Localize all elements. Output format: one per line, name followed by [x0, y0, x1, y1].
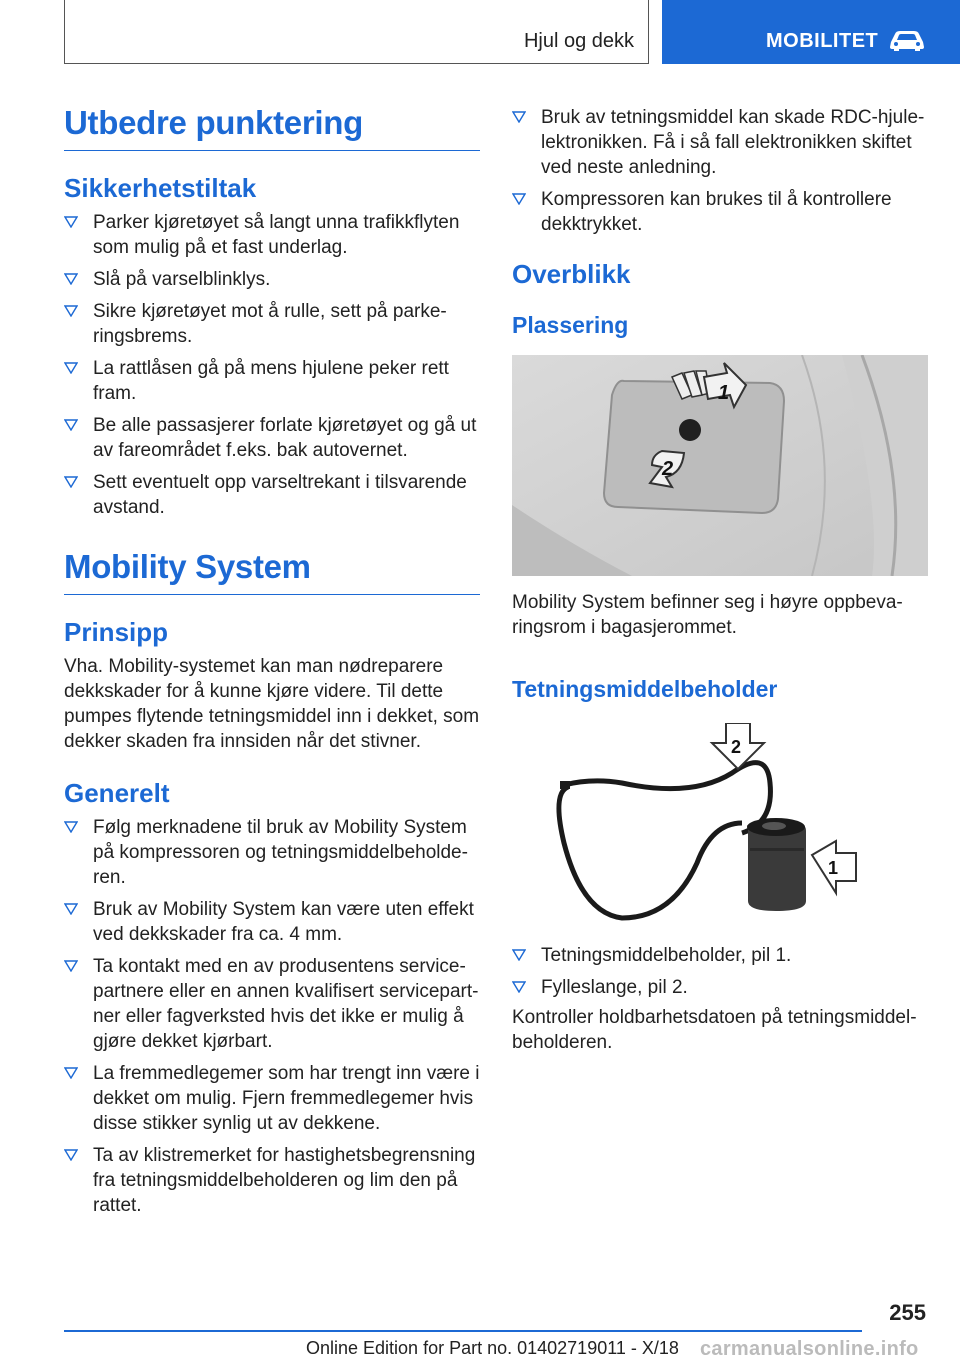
closing-text: Kontroller holdbarhetsdatoen på tetningsmiddelbeholderen.	[512, 1007, 917, 1053]
section-title-repair: Utbedre punktering	[64, 104, 480, 151]
header-section-title: Hjul og dekk	[523, 30, 634, 52]
list-item: Sikre kjøretøyet mot å rulle, sett på parkeringsbrems.	[64, 299, 480, 349]
rdc-list	[512, 105, 928, 237]
triangle-bullet-icon	[64, 821, 78, 833]
list-item: Tetningsmiddelbeholder, pil 1.	[512, 943, 928, 968]
heading-general: Generelt	[64, 778, 170, 808]
triangle-bullet-icon	[512, 981, 526, 993]
heading-location: Plassering	[512, 312, 629, 338]
triangle-bullet-icon	[64, 1067, 78, 1079]
list-item: Kompressoren kan brukes til å kontrollere dekktrykket.	[512, 187, 928, 237]
triangle-bullet-icon	[64, 362, 78, 374]
header-section-box	[64, 0, 649, 64]
fig2-label-1: 1	[828, 858, 839, 878]
left-column	[64, 100, 480, 1225]
heading-principle: Prinsipp	[64, 617, 169, 647]
heading-safety: Sikkerhetstiltak	[64, 173, 257, 203]
list-item: Sett eventuelt opp varseltrekant i tilsvarende avstand.	[64, 470, 480, 520]
triangle-bullet-icon	[64, 903, 78, 915]
location-text: Mobility System befinner seg i høyre oppbevaringsrom i bagasjerommet.	[512, 592, 903, 638]
car-icon	[888, 28, 926, 52]
triangle-bullet-icon	[512, 111, 526, 123]
footer-edition: Online Edition for Part no. 01402719011 - X/18	[306, 1338, 679, 1358]
header-chapter-title: MOBILITET	[766, 30, 879, 52]
triangle-bullet-icon	[512, 949, 526, 961]
list-item: La fremmedlegemer som har trengt inn være i dekket om mulig. Fjern fremmedlegemer hvis disse stikker synlig ut av dekkene.	[64, 1061, 480, 1136]
header-chapter-tab[interactable]	[662, 0, 960, 64]
section-title-mobility: Mobility System	[64, 548, 480, 595]
triangle-bullet-icon	[64, 960, 78, 972]
list-item: Følg merknadene til bruk av Mobility System på kompressoren og tetningsmiddelbeholderen.	[64, 815, 480, 890]
general-list	[64, 815, 480, 1218]
heading-container: Tetningsmiddelbeholder	[512, 676, 778, 702]
principle-text: Vha. Mobility-systemet kan man nødreparere dekkskader for å kunne kjøre videre. Til dette pumpes flytende tetningsmiddel inn i dekket, som dekker skaden fra innsiden når det stivner.	[64, 656, 480, 752]
list-item: Bruk av tetningsmiddel kan skade RDC-hjulelektronikken. Få i så fall elektronikken skiftet ved neste anledning.	[512, 105, 928, 180]
fig1-label-2: 2	[662, 458, 674, 480]
triangle-bullet-icon	[64, 476, 78, 488]
trunk-storage-photo	[512, 355, 928, 576]
safety-list	[64, 210, 480, 520]
list-item: Be alle passasjerer forlate kjøretøyet og gå ut av fareområdet f.eks. bak autovernet.	[64, 413, 480, 463]
triangle-bullet-icon	[512, 193, 526, 205]
fig2-label-2: 2	[731, 737, 742, 757]
list-item: Ta av klistremerket for hastighetsbegrensning fra tetningsmiddelbeholderen og lim den på rattet.	[64, 1143, 480, 1218]
list-item: Slå på varselblinklys.	[64, 267, 480, 292]
heading-overview: Overblikk	[512, 259, 631, 289]
list-item: La rattlåsen gå på mens hjulene peker rett fram.	[64, 356, 480, 406]
triangle-bullet-icon	[64, 419, 78, 431]
triangle-bullet-icon	[64, 216, 78, 228]
right-column	[512, 100, 928, 1055]
triangle-bullet-icon	[64, 1149, 78, 1161]
footer-divider	[64, 1330, 862, 1332]
list-item: Ta kontakt med en av produsentens servicepartnere eller en annen kvalifisert servicepartner eller fagverksted hvis det ikke er mulig å gjøre dekket kjørbart.	[64, 954, 480, 1054]
triangle-bullet-icon	[64, 305, 78, 317]
list-item: Bruk av Mobility System kan være uten effekt ved dekkskader fra ca. 4 mm.	[64, 897, 480, 947]
list-item: Fylleslange, pil 2.	[512, 975, 928, 1000]
sealant-container-illustration	[512, 723, 928, 923]
fig1-label-1: 1	[718, 382, 730, 404]
footer-watermark: carmanualsonline.info	[700, 1338, 919, 1360]
container-list	[512, 943, 928, 1000]
page-number: 255	[889, 1300, 926, 1325]
list-item: Parker kjøretøyet så langt unna trafikkflyten som mulig på et fast underlag.	[64, 210, 480, 260]
triangle-bullet-icon	[64, 273, 78, 285]
